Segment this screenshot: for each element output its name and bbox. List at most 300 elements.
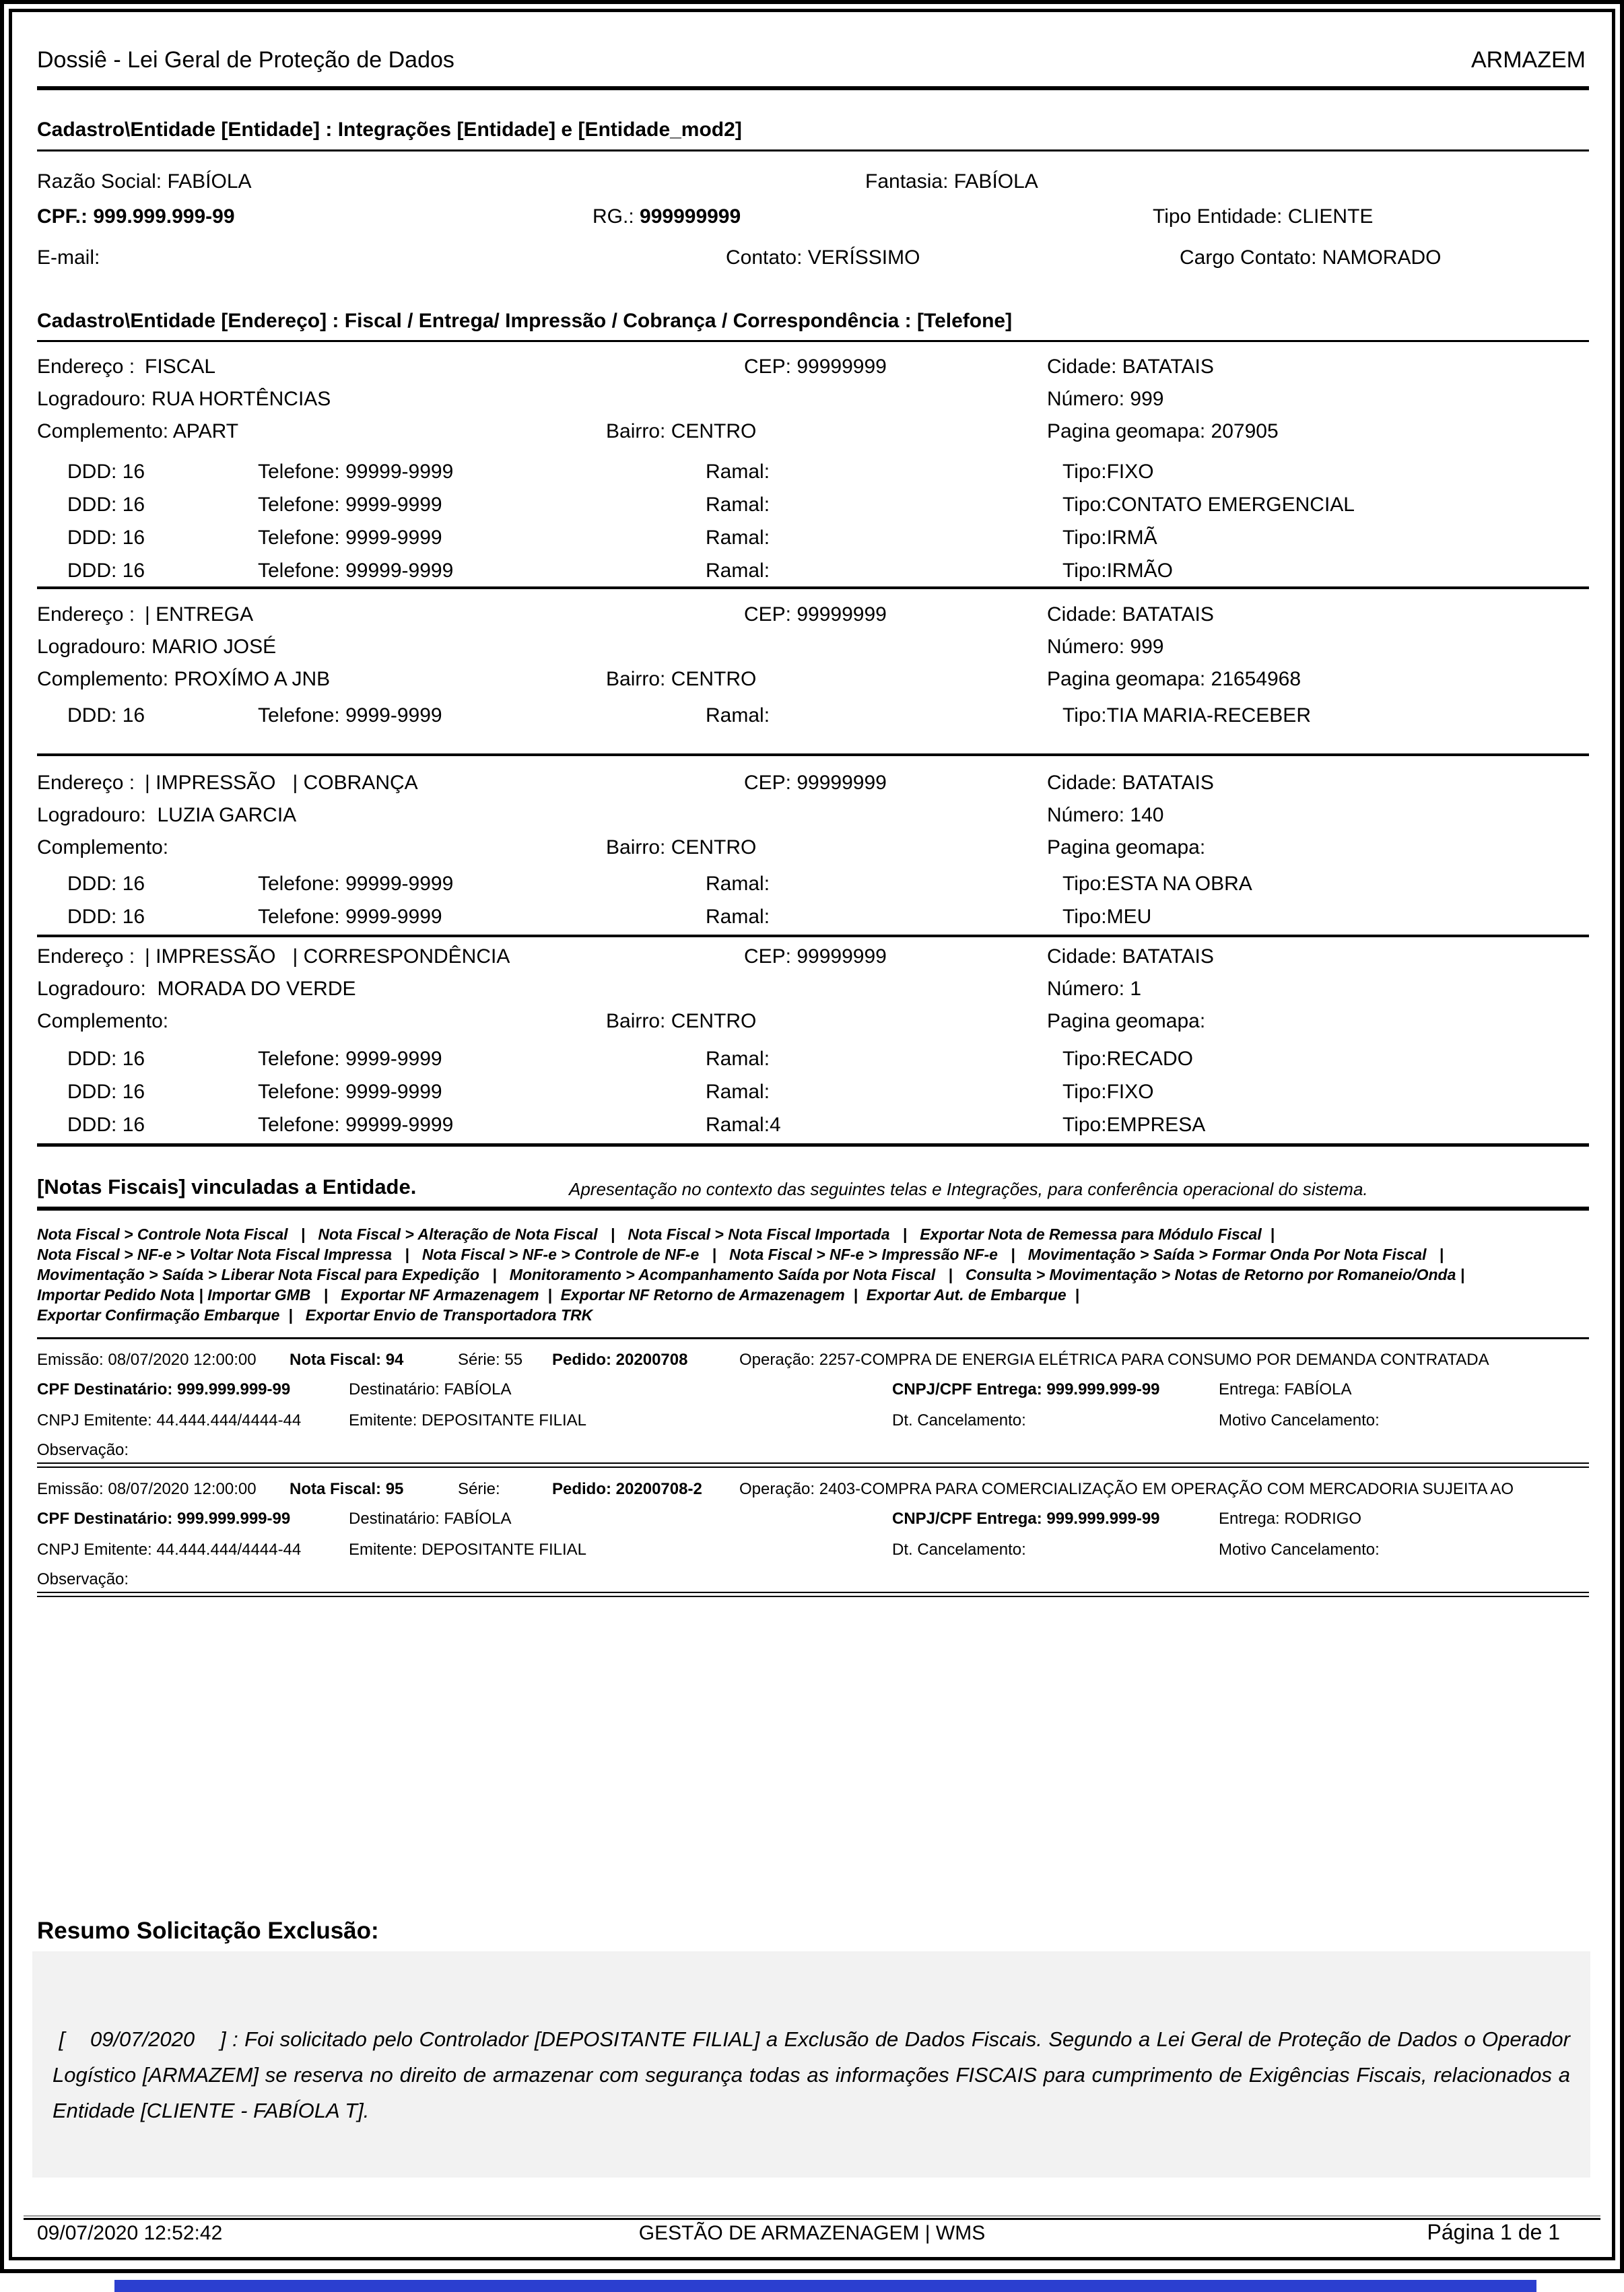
field-value: RUA HORTÊNCIAS (151, 388, 331, 410)
field-bairro (606, 836, 756, 860)
field-label: Observação: (37, 1570, 129, 1588)
field-value: FABÍOLA (167, 170, 252, 193)
field-pagina-geomapa (1047, 836, 1211, 860)
field-value: 1 (1130, 978, 1142, 1000)
field-value: 44.444.444/4444-44 (156, 1541, 302, 1559)
field-label: Telefone: (258, 494, 340, 516)
field-label: CEP: (744, 356, 792, 378)
field-value: FABÍOLA (1284, 1380, 1352, 1398)
company-name: ARMAZEM (1471, 47, 1586, 73)
field-value: 9999-9999 (345, 1081, 442, 1103)
field-tipo-entidade (1153, 205, 1373, 229)
field-label: Tipo: (1062, 906, 1107, 928)
menu-paths-line: Importar Pedido Nota | Importar GMB | Exportar NF Armazenagem | Exportar NF Retorno de Armazenagem | Exportar Aut. de Embarque | (37, 1286, 1079, 1304)
field-label: Número: (1047, 388, 1125, 410)
field-cidade (1047, 772, 1214, 795)
field-label: Complemento: (37, 420, 169, 442)
field-emissao (37, 1480, 257, 1499)
field-cnpj-cpf-entrega (892, 1510, 1160, 1528)
phone-number (258, 704, 442, 728)
field-fantasia (865, 170, 1038, 194)
field-value: 999.999.999-99 (93, 205, 235, 228)
phone-ddd (67, 906, 145, 929)
field-serie (458, 1480, 504, 1499)
field-value: 999 (1130, 388, 1164, 410)
field-label: E-mail: (37, 246, 100, 269)
phone-tipo (1062, 494, 1355, 517)
field-label: Contato: (726, 246, 803, 269)
field-value: 21654968 (1211, 668, 1301, 690)
field-label: Pedido: (552, 1351, 611, 1369)
phone-tipo (1062, 704, 1311, 728)
field-value: 08/07/2020 12:00:00 (108, 1351, 257, 1369)
menu-paths-line: Nota Fiscal > Controle Nota Fiscal | Nota Fiscal > Alteração de Nota Fiscal | Nota Fiscal > Nota Fiscal Importada | Exportar Nota de Remessa para Módulo Fiscal | (37, 1225, 1275, 1243)
field-label: Ramal: (706, 1114, 770, 1136)
divider (37, 1207, 1589, 1211)
phone-number (258, 1114, 453, 1137)
field-label: Cidade: (1047, 945, 1117, 968)
phone-ddd (67, 461, 145, 484)
field-label: Fantasia: (865, 170, 949, 193)
section-title-endereco: Cadastro\Entidade [Endereço] : Fiscal / Entrega/ Impressão / Cobrança / Correspondência : [Telefone] (37, 310, 1013, 332)
field-value: IRMÃO (1106, 560, 1173, 582)
field-label: Logradouro: (37, 978, 146, 1000)
field-label: Entrega: (1219, 1510, 1280, 1528)
section-title-entidade: Cadastro\Entidade [Entidade] : Integrações [Entidade] e [Entidade_mod2] (37, 119, 742, 141)
field-label: Destinatário: (349, 1510, 440, 1528)
field-logradouro (37, 804, 296, 828)
field-value: 99999999 (797, 356, 887, 378)
field-label: Pagina geomapa: (1047, 1010, 1206, 1032)
phone-tipo (1062, 1081, 1154, 1104)
field-value: FABÍOLA (444, 1380, 512, 1398)
field-value: DEPOSITANTE FILIAL (421, 1541, 587, 1559)
field-value: 16 (122, 906, 145, 928)
field-value: CLIENTE (1287, 205, 1374, 228)
field-value: 9999-9999 (345, 527, 442, 549)
field-label: Operação: (739, 1351, 815, 1369)
address-tipo: Endereço : (37, 772, 135, 794)
field-label: Telefone: (258, 1081, 340, 1103)
field-label: Complemento: (37, 1010, 169, 1032)
field-label: Bairro: (606, 1010, 666, 1032)
field-value: LUZIA GARCIA (157, 804, 297, 826)
field-complemento (37, 836, 174, 860)
phone-ramal (706, 560, 770, 583)
field-value: 16 (122, 560, 145, 582)
divider (37, 586, 1589, 589)
field-label: Pagina geomapa: (1047, 420, 1206, 442)
field-label: Tipo: (1062, 461, 1107, 483)
field-cep (744, 945, 887, 969)
field-value: DEPOSITANTE FILIAL (421, 1411, 587, 1429)
phone-ddd (67, 527, 145, 550)
field-value: RODRIGO (1284, 1510, 1362, 1528)
field-label: Ramal: (706, 906, 770, 928)
field-label: DDD: (67, 873, 117, 895)
resumo-box (32, 1951, 1590, 2178)
menu-paths-line: Nota Fiscal > NF-e > Voltar Nota Fiscal Impressa | Nota Fiscal > NF-e > Controle de NF-e | Nota Fiscal > NF-e > Impressão NF-e | Movimentação > Saída > Formar Onda Por Nota Fiscal | (37, 1246, 1444, 1263)
field-value: 999.999.999-99 (1046, 1380, 1160, 1398)
field-label: CPF.: (37, 205, 88, 228)
address-tipo: Endereço : (37, 356, 135, 378)
field-label: CPF Destinatário: (37, 1510, 173, 1528)
field-pagina-geomapa (1047, 668, 1301, 692)
field-cnpj-emitente (37, 1541, 301, 1559)
field-label: Série: (458, 1351, 500, 1369)
field-label: Tipo: (1062, 704, 1107, 727)
divider (37, 1592, 1589, 1597)
field-value: 20200708-2 (615, 1480, 702, 1498)
field-label: Nota Fiscal: (290, 1480, 382, 1498)
phone-number (258, 873, 453, 896)
field-label: Motivo Cancelamento: (1219, 1411, 1380, 1429)
field-operacao (739, 1480, 1514, 1499)
section-subtitle-notas: Apresentação no contexto das seguintes telas e Integrações, para conferência operacional do sistema. (569, 1179, 1368, 1199)
field-label: Pagina geomapa: (1047, 836, 1206, 858)
phone-ddd (67, 560, 145, 583)
phone-ddd (67, 1114, 145, 1137)
field-nota-fiscal (290, 1351, 403, 1370)
field-value: 999.999.999-99 (177, 1510, 291, 1528)
field-label: Ramal: (706, 494, 770, 516)
field-label: Número: (1047, 978, 1125, 1000)
field-pedido (552, 1351, 687, 1370)
field-numero (1047, 388, 1163, 411)
phone-ramal (706, 461, 770, 484)
field-value: CENTRO (671, 1010, 757, 1032)
field-value: 99999999 (797, 945, 887, 968)
field-label: Dt. Cancelamento: (892, 1541, 1026, 1559)
field-label: Operação: (739, 1480, 815, 1498)
resumo-title: Resumo Solicitação Exclusão: (37, 1918, 379, 1944)
field-value: FIXO (1106, 1081, 1154, 1103)
field-cep (744, 603, 887, 627)
header-divider (37, 86, 1589, 90)
field-value: 16 (122, 527, 145, 549)
field-value: APART (172, 420, 239, 442)
field-dt-cancelamento (892, 1541, 1030, 1559)
field-label: Complemento: (37, 668, 169, 690)
address-tipo-value: FISCAL (145, 356, 216, 378)
field-cep (744, 772, 887, 795)
field-label: Ramal: (706, 461, 770, 483)
field-label: Tipo: (1062, 494, 1107, 516)
field-value: 999 (1130, 636, 1164, 658)
field-label: Ramal: (706, 1081, 770, 1103)
field-value: FABÍOLA (444, 1510, 512, 1528)
field-label: Cidade: (1047, 772, 1117, 794)
divider (37, 1462, 1589, 1468)
field-label: DDD: (67, 704, 117, 727)
field-entrega (1219, 1380, 1351, 1399)
field-label: Complemento: (37, 836, 169, 858)
field-value: 95 (385, 1480, 404, 1498)
divider (37, 1337, 1589, 1339)
field-label: Emitente: (349, 1541, 417, 1559)
field-label: DDD: (67, 560, 117, 582)
field-entrega (1219, 1510, 1361, 1528)
field-emissao (37, 1351, 257, 1370)
field-value: 20200708 (615, 1351, 688, 1369)
field-value: MARIO JOSÉ (151, 636, 277, 658)
field-destinatario (349, 1510, 511, 1528)
field-label: DDD: (67, 1081, 117, 1103)
field-label: Entrega: (1219, 1380, 1280, 1398)
field-value: 16 (122, 461, 145, 483)
field-bairro (606, 668, 756, 692)
phone-ddd (67, 1048, 145, 1071)
field-value: 207905 (1211, 420, 1279, 442)
field-value: FABÍOLA (953, 170, 1038, 193)
field-label: Pagina geomapa: (1047, 668, 1206, 690)
address-tipo-value: | IMPRESSÃO | COBRANÇA (145, 772, 418, 794)
phone-tipo (1062, 873, 1252, 896)
field-value: 44.444.444/4444-44 (156, 1411, 302, 1429)
field-logradouro (37, 978, 356, 1001)
field-observacao (37, 1570, 129, 1589)
field-label: Telefone: (258, 527, 340, 549)
field-label: CEP: (744, 945, 792, 968)
menu-paths-line: Movimentação > Saída > Liberar Nota Fiscal para Expedição | Monitoramento > Acompanhamento Saída por Nota Fiscal | Consulta > Movimentação > Notas de Retorno por Romaneio/Onda | (37, 1266, 1465, 1283)
field-label: Telefone: (258, 1114, 340, 1136)
field-label: Nota Fiscal: (290, 1351, 382, 1369)
field-motivo-cancelamento (1219, 1541, 1384, 1559)
divider (37, 1143, 1589, 1147)
field-cnpj-emitente (37, 1411, 301, 1430)
field-label: Série: (458, 1480, 500, 1498)
phone-number (258, 1048, 442, 1071)
field-label: Ramal: (706, 527, 770, 549)
field-label: DDD: (67, 1114, 117, 1136)
phone-ramal (706, 704, 770, 728)
phone-tipo (1062, 1048, 1193, 1071)
field-label: Telefone: (258, 704, 340, 727)
divider (37, 149, 1589, 151)
field-value: 999.999.999-99 (177, 1380, 291, 1398)
field-value: BATATAIS (1122, 945, 1214, 968)
phone-number (258, 906, 442, 929)
bottom-blue-bar (114, 2280, 1536, 2292)
field-cep (744, 356, 887, 379)
field-cidade (1047, 945, 1214, 969)
address-tipo-value: | ENTREGA (145, 603, 254, 626)
field-value: FIXO (1106, 461, 1154, 483)
field-label: Cidade: (1047, 356, 1117, 378)
field-value: 99999-9999 (345, 873, 454, 895)
field-value: BATATAIS (1122, 603, 1214, 626)
phone-ramal (706, 1081, 770, 1104)
field-value: 9999-9999 (345, 1048, 442, 1070)
field-label: Bairro: (606, 836, 666, 858)
field-value: CENTRO (671, 420, 757, 442)
field-value: 08/07/2020 12:00:00 (108, 1480, 257, 1498)
field-label: Número: (1047, 636, 1125, 658)
field-value: EMPRESA (1106, 1114, 1206, 1136)
field-label: Cargo Contato: (1180, 246, 1317, 269)
field-label: CNPJ Emitente: (37, 1541, 152, 1559)
phone-ddd (67, 494, 145, 517)
field-value: MORADA DO VERDE (157, 978, 356, 1000)
field-value: 9999-9999 (345, 704, 442, 727)
field-value: IRMÃ (1106, 527, 1157, 549)
field-complemento (37, 420, 238, 444)
field-razao-social (37, 170, 252, 194)
field-label: DDD: (67, 494, 117, 516)
field-label: Ramal: (706, 704, 770, 727)
field-label: DDD: (67, 461, 117, 483)
field-value: 16 (122, 1081, 145, 1103)
field-value: 16 (122, 494, 145, 516)
field-label: DDD: (67, 906, 117, 928)
field-label: Ramal: (706, 560, 770, 582)
field-value: 140 (1130, 804, 1164, 826)
field-label: Logradouro: (37, 388, 146, 410)
footer-divider (24, 2215, 1600, 2220)
phone-ramal (706, 527, 770, 550)
field-operacao (739, 1351, 1489, 1370)
field-label: Número: (1047, 804, 1125, 826)
field-value: 16 (122, 704, 145, 727)
field-dt-cancelamento (892, 1411, 1030, 1430)
field-label: Tipo: (1062, 1048, 1107, 1070)
field-contato (726, 246, 920, 270)
field-value: TIA MARIA-RECEBER (1106, 704, 1311, 727)
phone-number (258, 560, 453, 583)
field-label: Tipo: (1062, 527, 1107, 549)
phone-ramal (706, 494, 770, 517)
field-value: 999.999.999-99 (1046, 1510, 1160, 1528)
field-destinatario (349, 1380, 511, 1399)
field-complemento (37, 668, 330, 692)
field-value: BATATAIS (1122, 772, 1214, 794)
field-value: BATATAIS (1122, 356, 1214, 378)
field-label: Destinatário: (349, 1380, 440, 1398)
field-value: MEU (1106, 906, 1152, 928)
field-label: Cidade: (1047, 603, 1117, 626)
field-label: Observação: (37, 1441, 129, 1459)
field-label: Telefone: (258, 560, 340, 582)
field-label: CEP: (744, 603, 792, 626)
phone-tipo (1062, 560, 1173, 583)
field-value: RECADO (1106, 1048, 1193, 1070)
field-label: Ramal: (706, 873, 770, 895)
field-cidade (1047, 603, 1214, 627)
divider (37, 935, 1589, 937)
field-label: Emitente: (349, 1411, 417, 1429)
phone-number (258, 1081, 442, 1104)
section-title-notas: [Notas Fiscais] vinculadas a Entidade. (37, 1175, 417, 1199)
field-value: ESTA NA OBRA (1106, 873, 1252, 895)
field-label: Emissão: (37, 1480, 104, 1498)
field-label: Logradouro: (37, 636, 146, 658)
field-label: CNPJ/CPF Entrega: (892, 1510, 1042, 1528)
field-label: RG.: (593, 205, 634, 228)
field-logradouro (37, 388, 331, 411)
field-nota-fiscal (290, 1480, 403, 1499)
field-value: 55 (504, 1351, 523, 1369)
menu-paths-line: Exportar Confirmação Embarque | Exportar Envio de Transportadora TRK (37, 1306, 593, 1324)
phone-ddd (67, 1081, 145, 1104)
field-label: Razão Social: (37, 170, 162, 193)
field-label: CNPJ/CPF Entrega: (892, 1380, 1042, 1398)
field-value: CENTRO (671, 836, 757, 858)
field-value: VERÍSSIMO (807, 246, 920, 269)
footer-system-name: GESTÃO DE ARMAZENAGEM | WMS (638, 2222, 986, 2244)
field-value: 2257-COMPRA DE ENERGIA ELÉTRICA PARA CONSUMO POR DEMANDA CONTRATADA (819, 1351, 1489, 1369)
field-label: Pedido: (552, 1480, 611, 1498)
field-value: 999999999 (640, 205, 741, 228)
phone-number (258, 494, 442, 517)
field-value: 2403-COMPRA PARA COMERCIALIZAÇÃO EM OPERAÇÃO COM MERCADORIA SUJEITA AO (819, 1480, 1514, 1498)
address-tipo: Endereço : (37, 945, 135, 968)
field-value: 99999999 (797, 603, 887, 626)
field-label: Logradouro: (37, 804, 146, 826)
field-value: 16 (122, 873, 145, 895)
footer-page-number: Página 1 de 1 (1427, 2220, 1560, 2244)
resumo-text: [ 09/07/2020 ] : Foi solicitado pelo Controlador [DEPOSITANTE FILIAL] a Exclusão de Dados Fiscais. Segundo a Lei Geral de Proteção de Dados o Operador Logístico [ARMAZEM] se reserva no direito de armazenar com segurança todas as informações FISCAIS para cumprimento de Exigências Fiscais, relacionados a Entidade [CLIENTE - FABÍOLA T]. (53, 2027, 1570, 2122)
field-cargo-contato (1180, 246, 1441, 270)
phone-number (258, 461, 453, 484)
field-pagina-geomapa (1047, 1010, 1211, 1034)
phone-ddd (67, 873, 145, 896)
field-label: Ramal: (706, 1048, 770, 1070)
field-label: Tipo: (1062, 560, 1107, 582)
field-bairro (606, 1010, 756, 1034)
field-label: DDD: (67, 527, 117, 549)
field-cpf-destinatario (37, 1510, 290, 1528)
phone-tipo (1062, 461, 1154, 484)
field-value: CONTATO EMERGENCIAL (1106, 494, 1355, 516)
divider (37, 753, 1589, 756)
field-complemento (37, 1010, 174, 1034)
phone-tipo (1062, 906, 1151, 929)
field-cpf (37, 205, 235, 229)
field-value: 9999-9999 (345, 906, 442, 928)
field-label: Dt. Cancelamento: (892, 1411, 1026, 1429)
phone-ramal (706, 873, 770, 896)
phone-ramal (706, 906, 770, 929)
field-value: 4 (770, 1114, 781, 1136)
field-numero (1047, 804, 1163, 828)
divider (37, 340, 1589, 342)
field-value: CENTRO (671, 668, 757, 690)
field-label: Telefone: (258, 906, 340, 928)
field-label: DDD: (67, 1048, 117, 1070)
field-label: Motivo Cancelamento: (1219, 1541, 1380, 1559)
phone-ramal (706, 1048, 770, 1071)
page-title: Dossiê - Lei Geral de Proteção de Dados (37, 47, 454, 73)
field-pedido (552, 1480, 702, 1499)
field-value: 9999-9999 (345, 494, 442, 516)
phone-tipo (1062, 527, 1157, 550)
field-numero (1047, 978, 1141, 1001)
field-label: Tipo: (1062, 1081, 1107, 1103)
field-cnpj-cpf-entrega (892, 1380, 1160, 1399)
field-observacao (37, 1441, 129, 1460)
field-emitente (349, 1541, 586, 1559)
field-value: 94 (385, 1351, 404, 1369)
phone-ramal (706, 1114, 781, 1137)
phone-ddd (67, 704, 145, 728)
field-rg (593, 205, 741, 229)
field-cidade (1047, 356, 1214, 379)
field-label: Telefone: (258, 873, 340, 895)
field-serie (458, 1351, 522, 1370)
phone-tipo (1062, 1114, 1205, 1137)
field-emitente (349, 1411, 586, 1430)
field-logradouro (37, 636, 276, 659)
